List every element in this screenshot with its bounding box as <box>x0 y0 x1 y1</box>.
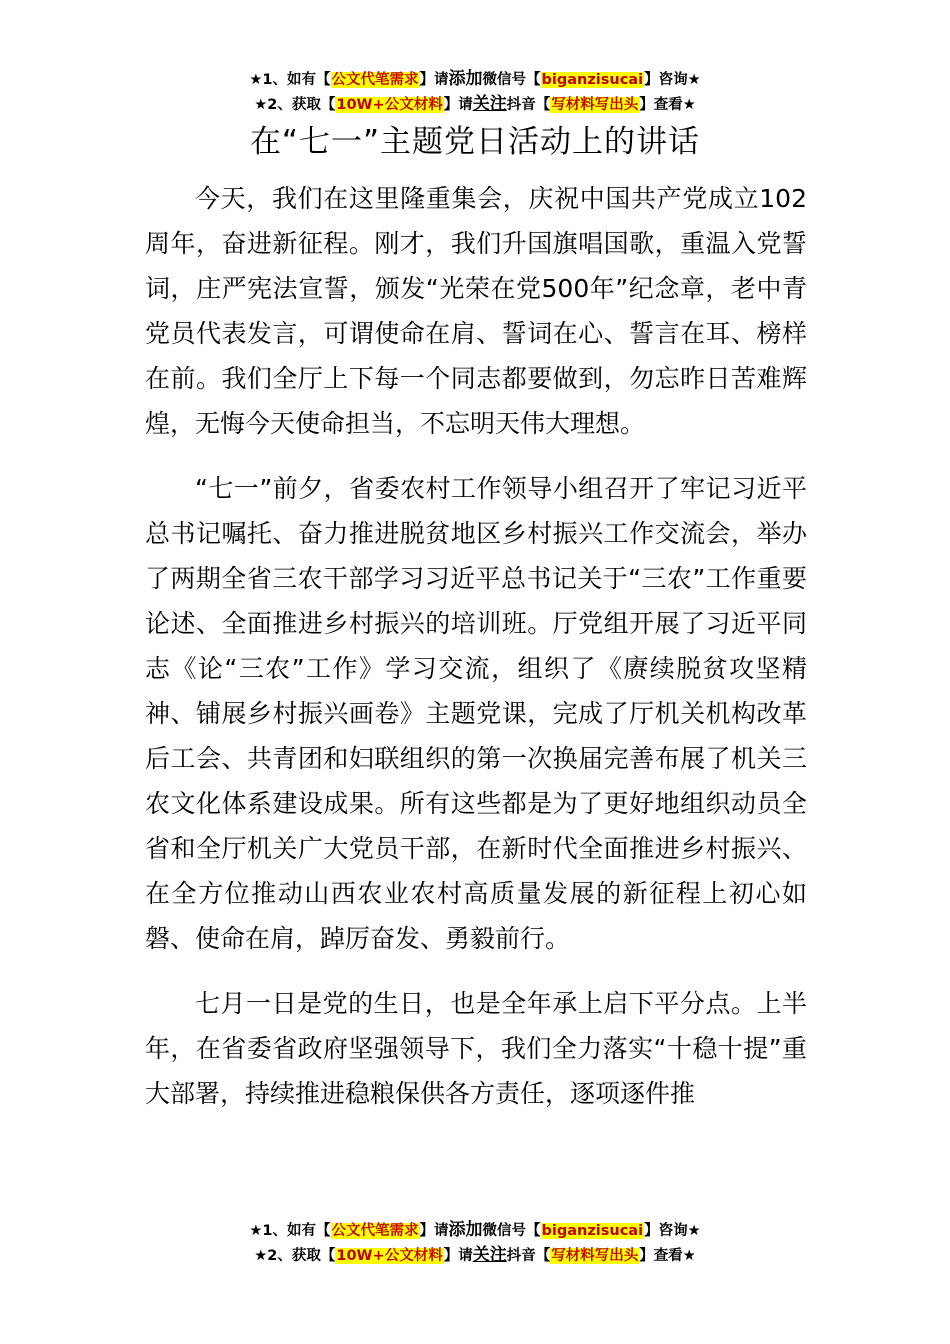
promo-text: 微信号【 <box>482 1223 541 1239</box>
promo-line-1 <box>0 67 950 92</box>
promo-text: 】请 <box>443 97 473 113</box>
promo-highlight: 公文代笔需求 <box>331 72 419 88</box>
document-body <box>145 176 807 1136</box>
promo-text: 微信号【 <box>482 72 541 88</box>
body-paragraph: 七月一日是党的生日，也是全年承上启下平分点。上半年，在省委省政府坚强领导下，我们全力落实“十稳十提”重大部署，持续推进稳粮保供各方责任，逐项逐件推 <box>145 989 807 1108</box>
promo-text: ★2、获取【 <box>254 1248 336 1264</box>
promo-text: 】查看★ <box>639 1248 696 1264</box>
promo-text: ★1、如有【 <box>249 1223 331 1239</box>
footer-promo-banner <box>0 1218 950 1268</box>
promo-text: 】请 <box>419 72 449 88</box>
promo-text: 抖音【 <box>506 1248 551 1264</box>
promo-text: 】查看★ <box>639 97 696 113</box>
promo-emphasis: 添加 <box>448 1220 483 1240</box>
document-title: 在“七一”主题党日活动上的讲话 <box>249 124 701 160</box>
header-promo-banner <box>0 67 950 117</box>
promo-emphasis: 添加 <box>448 69 483 89</box>
promo-line-1 <box>0 1218 950 1243</box>
promo-text: 】咨询★ <box>644 1223 701 1239</box>
promo-emphasis: 关注 <box>472 94 507 114</box>
promo-text: 】请 <box>443 1248 473 1264</box>
body-paragraph: “七一”前夕，省委农村工作领导小组召开了牢记习近平总书记嘱托、奋力推进脱贫地区乡村振兴工作交流会，举办了两期全省三农干部学习习近平总书记关于“三农”工作重要论述、全面推进乡村振兴的培训班。厅党组开展了习近平同志《论“三农”工作》学习交流，组织了《赓续脱贫攻坚精神、铺展乡村振兴画卷》主题党课，完成了厅机关机构改革后工会、共青团和妇联组织的第一次换届完善布展了机关三农文化体系建设成果。所有这些都是为了更好地组织动员全省和全厅机关广大党员干部，在新时代全面推进乡村振兴、在全方位推动山西农业农村高质量发展的新征程上初心如磐、使命在肩，踔厉奋发、勇毅前行。 <box>145 474 807 953</box>
promo-highlight: biganzisucai <box>541 72 644 88</box>
promo-line-2 <box>0 1243 950 1268</box>
promo-text: ★1、如有【 <box>249 72 331 88</box>
promo-text: 】咨询★ <box>644 72 701 88</box>
promo-text: 抖音【 <box>506 97 551 113</box>
promo-line-2 <box>0 92 950 117</box>
body-paragraph: 今天，我们在这里隆重集会，庆祝中国共产党成立102周年，奋进新征程。刚才，我们升国旗唱国歌，重温入党誓词，庄严宪法宣誓，颁发“光荣在党500年”纪念章，老中青党员代表发言，可谓使命在肩、誓词在心、誓言在耳、榜样在前。我们全厅上下每一个同志都要做到，勿忘昨日苦难辉煌，无悔今天使命担当，不忘明天伟大理想。 <box>145 184 807 438</box>
promo-highlight: 公文代笔需求 <box>331 1223 419 1239</box>
promo-text: ★2、获取【 <box>254 97 336 113</box>
promo-highlight: biganzisucai <box>541 1223 644 1239</box>
promo-highlight: 写材料写出头 <box>551 1248 639 1264</box>
promo-highlight: 10W+公文材料 <box>336 97 443 113</box>
promo-emphasis: 关注 <box>472 1245 507 1265</box>
promo-highlight: 10W+公文材料 <box>336 1248 443 1264</box>
promo-text: 】请 <box>419 1223 449 1239</box>
promo-highlight: 写材料写出头 <box>551 97 639 113</box>
